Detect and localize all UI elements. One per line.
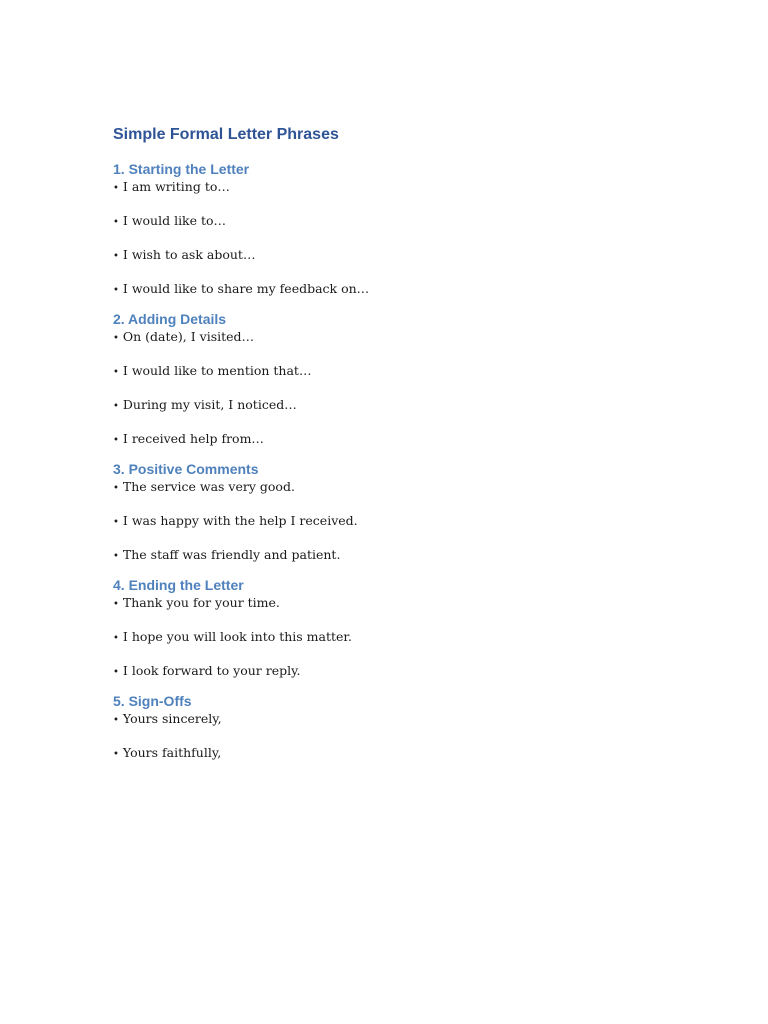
bullet-icon: • bbox=[113, 217, 119, 228]
phrase-text: Thank you for your time. bbox=[122, 595, 280, 610]
phrase-item bbox=[113, 431, 673, 449]
phrase-list bbox=[113, 711, 673, 763]
section-starting-the-letter bbox=[113, 159, 673, 299]
phrase-text: I look forward to your reply. bbox=[122, 663, 301, 678]
phrase-list bbox=[113, 179, 673, 299]
phrase-item bbox=[113, 397, 673, 415]
bullet-icon: • bbox=[113, 251, 119, 262]
phrase-text: I hope you will look into this matter. bbox=[122, 629, 352, 644]
bullet-icon: • bbox=[113, 367, 119, 378]
phrase-list bbox=[113, 329, 673, 449]
bullet-icon: • bbox=[113, 435, 119, 446]
phrase-item bbox=[113, 711, 673, 729]
section-heading: 2. Adding Details bbox=[113, 311, 227, 327]
phrase-text: I would like to… bbox=[122, 213, 227, 228]
bullet-icon: • bbox=[113, 285, 119, 296]
phrase-text: The staff was friendly and patient. bbox=[122, 547, 341, 562]
document-page bbox=[113, 124, 673, 773]
phrase-item bbox=[113, 547, 673, 565]
section-ending-the-letter bbox=[113, 575, 673, 681]
phrase-text: Yours sincerely, bbox=[122, 711, 222, 726]
phrase-text: On (date), I visited… bbox=[122, 329, 255, 344]
bullet-icon: • bbox=[113, 183, 119, 194]
phrase-item bbox=[113, 179, 673, 197]
bullet-icon: • bbox=[113, 483, 119, 494]
phrase-list bbox=[113, 595, 673, 681]
section-heading: 1. Starting the Letter bbox=[113, 161, 250, 177]
phrase-item bbox=[113, 363, 673, 381]
section-sign-offs bbox=[113, 691, 673, 763]
bullet-icon: • bbox=[113, 599, 119, 610]
phrase-text: I was happy with the help I received. bbox=[122, 513, 358, 528]
section-positive-comments bbox=[113, 459, 673, 565]
section-heading: 3. Positive Comments bbox=[113, 461, 259, 477]
phrase-item bbox=[113, 513, 673, 531]
bullet-icon: • bbox=[113, 333, 119, 344]
phrase-text: I would like to mention that… bbox=[122, 363, 312, 378]
phrase-item bbox=[113, 479, 673, 497]
phrase-item bbox=[113, 247, 673, 265]
document-title: Simple Formal Letter Phrases bbox=[113, 126, 339, 143]
phrase-text: I wish to ask about… bbox=[122, 247, 256, 262]
section-heading: 5. Sign-Offs bbox=[113, 693, 192, 709]
phrase-list bbox=[113, 479, 673, 565]
section-adding-details bbox=[113, 309, 673, 449]
bullet-icon: • bbox=[113, 749, 119, 760]
bullet-icon: • bbox=[113, 517, 119, 528]
phrase-text: The service was very good. bbox=[122, 479, 295, 494]
phrase-item bbox=[113, 629, 673, 647]
phrase-text: I would like to share my feedback on… bbox=[122, 281, 370, 296]
phrase-text: I received help from… bbox=[122, 431, 264, 446]
phrase-item bbox=[113, 281, 673, 299]
phrase-item bbox=[113, 329, 673, 347]
phrase-item bbox=[113, 595, 673, 613]
bullet-icon: • bbox=[113, 551, 119, 562]
bullet-icon: • bbox=[113, 715, 119, 726]
phrase-text: I am writing to… bbox=[122, 179, 230, 194]
phrase-text: Yours faithfully, bbox=[122, 745, 222, 760]
bullet-icon: • bbox=[113, 667, 119, 678]
bullet-icon: • bbox=[113, 633, 119, 644]
phrase-text: During my visit, I noticed… bbox=[122, 397, 297, 412]
section-heading: 4. Ending the Letter bbox=[113, 577, 244, 593]
phrase-item bbox=[113, 663, 673, 681]
phrase-item bbox=[113, 745, 673, 763]
bullet-icon: • bbox=[113, 401, 119, 412]
phrase-item bbox=[113, 213, 673, 231]
